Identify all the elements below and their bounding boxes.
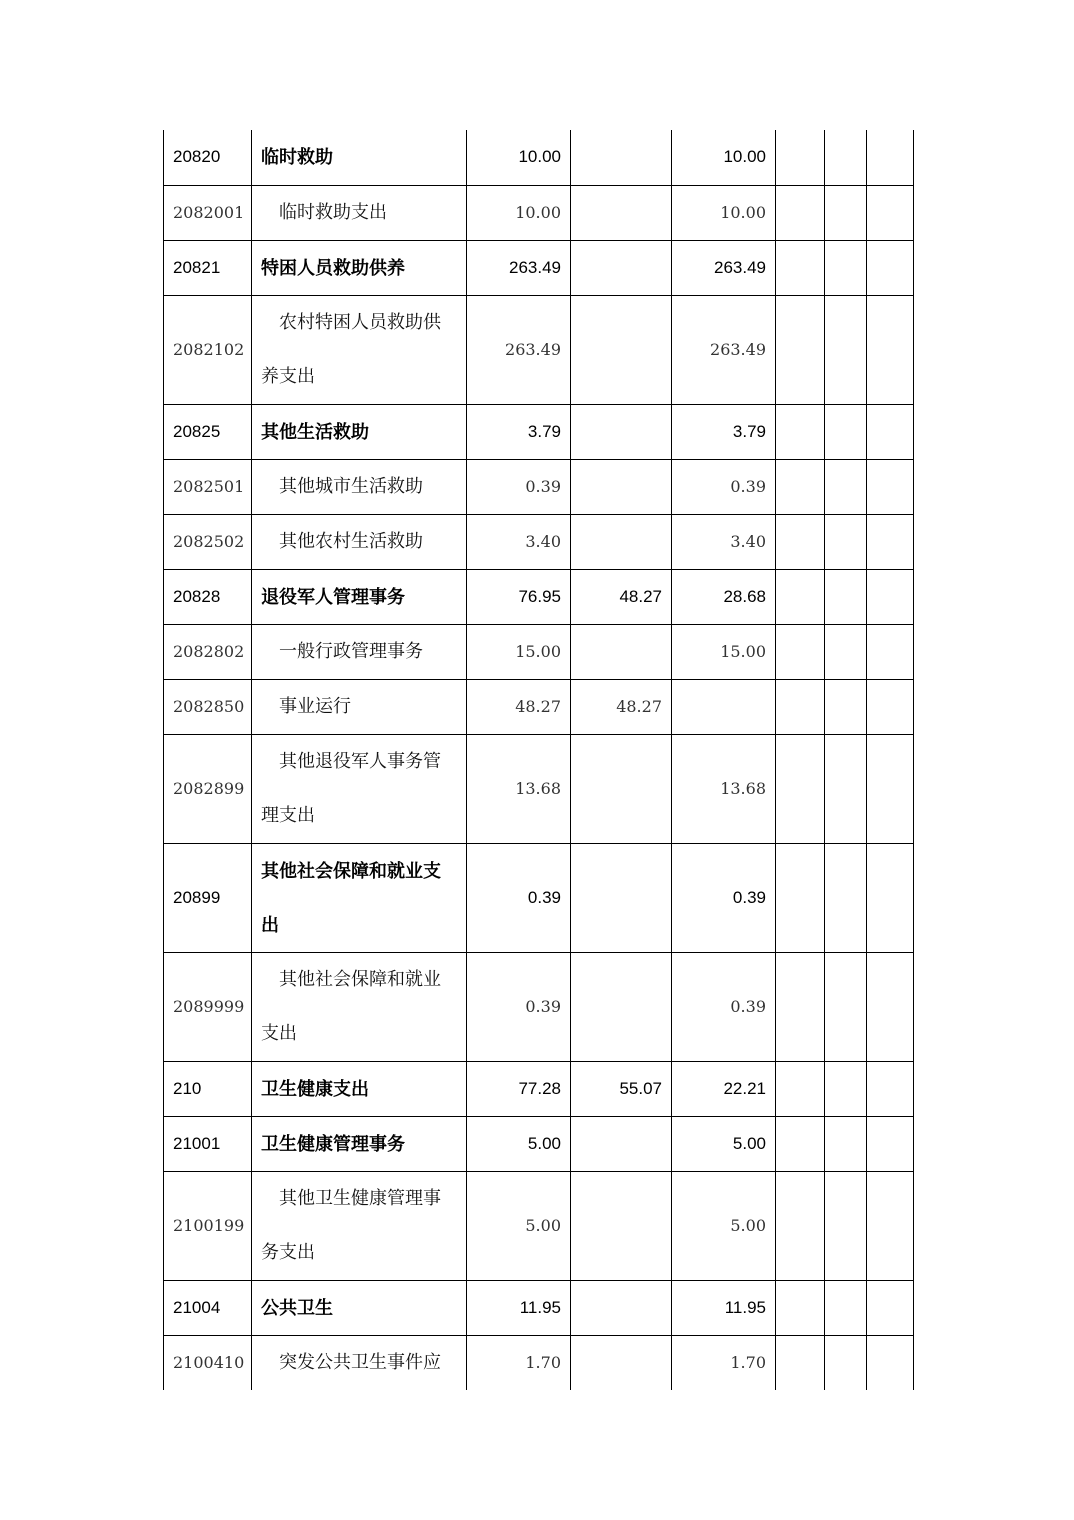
row-empty-cell: [867, 952, 914, 1061]
row-empty-cell: [825, 569, 867, 624]
row-basic-cell: [571, 1116, 672, 1171]
row-basic-cell: [571, 404, 672, 459]
row-total-cell: 3.40: [467, 514, 571, 569]
row-empty-cell: [867, 624, 914, 679]
row-basic-cell: [571, 240, 672, 295]
row-project-cell: 263.49: [672, 295, 776, 404]
row-basic-cell: 48.27: [571, 679, 672, 734]
table-row: [164, 1171, 914, 1280]
row-empty-cell: [776, 240, 825, 295]
row-empty-cell: [867, 185, 914, 240]
row-project-cell: 15.00: [672, 624, 776, 679]
row-total-cell: 11.95: [467, 1280, 571, 1335]
row-project-cell: 5.00: [672, 1116, 776, 1171]
table-row: [164, 459, 914, 514]
table-row: [164, 843, 914, 952]
table-row: [164, 624, 914, 679]
row-total-cell: 263.49: [467, 240, 571, 295]
row-name-cell: 农村特困人员救助供养支出: [252, 295, 467, 404]
row-project-cell: 3.79: [672, 404, 776, 459]
table-row: [164, 130, 914, 185]
row-total-cell: 76.95: [467, 569, 571, 624]
row-code-cell: 2089999: [164, 952, 252, 1061]
row-empty-cell: [867, 1335, 914, 1390]
row-empty-cell: [776, 459, 825, 514]
row-empty-cell: [825, 679, 867, 734]
row-name-cell: 其他农村生活救助: [252, 514, 467, 569]
row-basic-cell: [571, 624, 672, 679]
row-empty-cell: [776, 952, 825, 1061]
row-total-cell: 5.00: [467, 1116, 571, 1171]
row-basic-cell: [571, 1280, 672, 1335]
row-basic-cell: [571, 295, 672, 404]
table-row: [164, 1061, 914, 1116]
row-code-cell: 20899: [164, 843, 252, 952]
row-empty-cell: [825, 952, 867, 1061]
row-empty-cell: [776, 130, 825, 185]
row-basic-cell: [571, 459, 672, 514]
row-empty-cell: [867, 295, 914, 404]
row-total-cell: 0.39: [467, 459, 571, 514]
row-name-cell: 其他生活救助: [252, 404, 467, 459]
row-code-cell: 21001: [164, 1116, 252, 1171]
row-code-cell: 20821: [164, 240, 252, 295]
table-row: [164, 569, 914, 624]
row-empty-cell: [776, 1280, 825, 1335]
row-project-cell: 0.39: [672, 843, 776, 952]
row-name-cell: 其他社会保障和就业支出: [252, 952, 467, 1061]
row-empty-cell: [776, 185, 825, 240]
row-project-cell: 0.39: [672, 952, 776, 1061]
row-total-cell: 0.39: [467, 952, 571, 1061]
row-empty-cell: [825, 1116, 867, 1171]
row-empty-cell: [825, 240, 867, 295]
row-name-cell: 临时救助支出: [252, 185, 467, 240]
table-row: [164, 1280, 914, 1335]
row-project-cell: 10.00: [672, 185, 776, 240]
row-name-cell: 卫生健康管理事务: [252, 1116, 467, 1171]
row-empty-cell: [776, 404, 825, 459]
table-row: [164, 240, 914, 295]
row-total-cell: 10.00: [467, 130, 571, 185]
row-code-cell: 210: [164, 1061, 252, 1116]
table-row: [164, 514, 914, 569]
row-empty-cell: [776, 569, 825, 624]
table-row: [164, 952, 914, 1061]
row-project-cell: 28.68: [672, 569, 776, 624]
row-basic-cell: [571, 843, 672, 952]
row-code-cell: 2082102: [164, 295, 252, 404]
row-empty-cell: [776, 734, 825, 843]
row-basic-cell: [571, 1335, 672, 1390]
row-total-cell: 10.00: [467, 185, 571, 240]
row-project-cell: 1.70: [672, 1335, 776, 1390]
row-basic-cell: 48.27: [571, 569, 672, 624]
row-total-cell: 15.00: [467, 624, 571, 679]
row-empty-cell: [825, 514, 867, 569]
row-basic-cell: [571, 734, 672, 843]
row-code-cell: 21004: [164, 1280, 252, 1335]
row-empty-cell: [776, 1335, 825, 1390]
row-empty-cell: [825, 1171, 867, 1280]
row-name-cell: 退役军人管理事务: [252, 569, 467, 624]
row-total-cell: 5.00: [467, 1171, 571, 1280]
row-total-cell: 77.28: [467, 1061, 571, 1116]
row-code-cell: 2082850: [164, 679, 252, 734]
row-empty-cell: [776, 624, 825, 679]
row-code-cell: 2082502: [164, 514, 252, 569]
row-empty-cell: [825, 1335, 867, 1390]
row-code-cell: 2100199: [164, 1171, 252, 1280]
budget-table: [163, 130, 914, 1390]
row-name-cell: 临时救助: [252, 130, 467, 185]
row-name-cell: 突发公共卫生事件应: [252, 1335, 467, 1390]
table-row: [164, 734, 914, 843]
table-row: [164, 185, 914, 240]
row-empty-cell: [776, 843, 825, 952]
row-total-cell: 48.27: [467, 679, 571, 734]
row-project-cell: 3.40: [672, 514, 776, 569]
row-name-cell: 其他城市生活救助: [252, 459, 467, 514]
row-basic-cell: [571, 1171, 672, 1280]
row-project-cell: 5.00: [672, 1171, 776, 1280]
row-project-cell: [672, 679, 776, 734]
row-total-cell: 13.68: [467, 734, 571, 843]
row-code-cell: 2082899: [164, 734, 252, 843]
row-total-cell: 0.39: [467, 843, 571, 952]
row-total-cell: 3.79: [467, 404, 571, 459]
row-project-cell: 0.39: [672, 459, 776, 514]
row-name-cell: 公共卫生: [252, 1280, 467, 1335]
table-row: [164, 679, 914, 734]
row-empty-cell: [867, 240, 914, 295]
row-project-cell: 263.49: [672, 240, 776, 295]
table-row: [164, 404, 914, 459]
row-code-cell: 2100410: [164, 1335, 252, 1390]
row-name-cell: 其他卫生健康管理事务支出: [252, 1171, 467, 1280]
row-empty-cell: [867, 843, 914, 952]
row-empty-cell: [867, 734, 914, 843]
row-code-cell: 20820: [164, 130, 252, 185]
row-name-cell: 卫生健康支出: [252, 1061, 467, 1116]
table-body: [164, 130, 914, 1390]
row-basic-cell: 55.07: [571, 1061, 672, 1116]
row-empty-cell: [867, 1171, 914, 1280]
row-empty-cell: [867, 679, 914, 734]
row-empty-cell: [825, 624, 867, 679]
row-empty-cell: [867, 514, 914, 569]
row-empty-cell: [867, 130, 914, 185]
row-empty-cell: [825, 185, 867, 240]
row-project-cell: 22.21: [672, 1061, 776, 1116]
row-basic-cell: [571, 185, 672, 240]
row-empty-cell: [825, 295, 867, 404]
row-empty-cell: [825, 843, 867, 952]
row-empty-cell: [776, 1171, 825, 1280]
row-name-cell: 其他退役军人事务管理支出: [252, 734, 467, 843]
row-empty-cell: [825, 734, 867, 843]
row-empty-cell: [825, 1280, 867, 1335]
row-name-cell: 特困人员救助供养: [252, 240, 467, 295]
row-project-cell: 13.68: [672, 734, 776, 843]
row-empty-cell: [867, 459, 914, 514]
row-project-cell: 11.95: [672, 1280, 776, 1335]
row-total-cell: 263.49: [467, 295, 571, 404]
row-code-cell: 2082001: [164, 185, 252, 240]
row-empty-cell: [776, 679, 825, 734]
row-empty-cell: [867, 404, 914, 459]
row-code-cell: 20825: [164, 404, 252, 459]
row-empty-cell: [825, 404, 867, 459]
row-basic-cell: [571, 514, 672, 569]
row-code-cell: 2082802: [164, 624, 252, 679]
row-code-cell: 2082501: [164, 459, 252, 514]
row-project-cell: 10.00: [672, 130, 776, 185]
row-empty-cell: [776, 1116, 825, 1171]
row-empty-cell: [776, 295, 825, 404]
row-empty-cell: [825, 130, 867, 185]
row-name-cell: 事业运行: [252, 679, 467, 734]
table-row: [164, 1335, 914, 1390]
row-empty-cell: [867, 1116, 914, 1171]
row-empty-cell: [867, 1280, 914, 1335]
row-name-cell: 一般行政管理事务: [252, 624, 467, 679]
row-basic-cell: [571, 952, 672, 1061]
row-basic-cell: [571, 130, 672, 185]
row-empty-cell: [867, 1061, 914, 1116]
table-row: [164, 1116, 914, 1171]
row-empty-cell: [825, 459, 867, 514]
row-empty-cell: [776, 1061, 825, 1116]
row-code-cell: 20828: [164, 569, 252, 624]
row-empty-cell: [825, 1061, 867, 1116]
row-empty-cell: [776, 514, 825, 569]
row-empty-cell: [867, 569, 914, 624]
row-total-cell: 1.70: [467, 1335, 571, 1390]
row-name-cell: 其他社会保障和就业支出: [252, 843, 467, 952]
table-row: [164, 295, 914, 404]
